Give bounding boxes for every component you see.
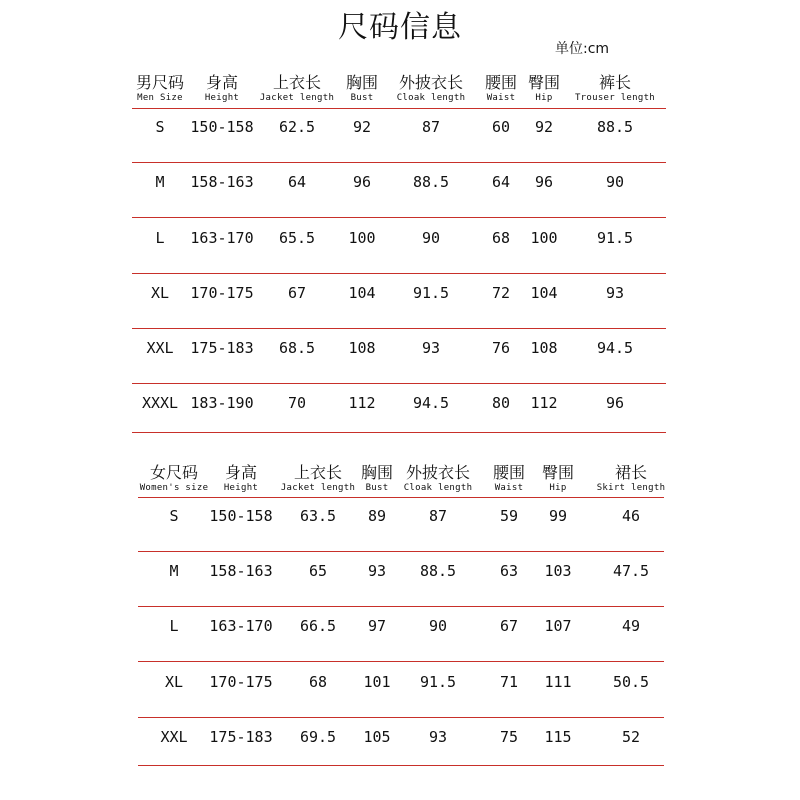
table-cell: 50.5 [612, 673, 650, 691]
row-divider [138, 606, 664, 607]
table-cell: 170-175 [209, 673, 273, 691]
table-cell: 103 [544, 562, 572, 580]
column-header: 裙长 [614, 463, 648, 482]
table-cell: 87 [421, 118, 441, 136]
column-header-en: Height [223, 483, 259, 493]
table-cell: XXXL [141, 394, 179, 412]
column-header: 外披衣长 [398, 73, 464, 92]
table-cell: 63.5 [299, 507, 337, 525]
column-header: 身高 [205, 73, 239, 92]
table-cell: 100 [530, 229, 558, 247]
table-cell: 115 [544, 728, 572, 746]
table-cell: 88.5 [419, 562, 457, 580]
column-header-en: Bust [365, 483, 389, 493]
row-divider [132, 432, 666, 433]
table-cell: XL [150, 284, 170, 302]
table-cell: 67 [499, 617, 519, 635]
table-cell: 93 [605, 284, 625, 302]
table-cell: 76 [491, 339, 511, 357]
table-cell: 90 [428, 617, 448, 635]
table-cell: 68.5 [278, 339, 316, 357]
table-cell: 47.5 [612, 562, 650, 580]
row-divider [132, 162, 666, 163]
table-cell: 92 [534, 118, 554, 136]
table-cell: L [169, 617, 179, 635]
table-cell: 67 [287, 284, 307, 302]
table-cell: 108 [348, 339, 376, 357]
table-cell: 65 [308, 562, 328, 580]
table-cell: 150-158 [209, 507, 273, 525]
table-cell: 72 [491, 284, 511, 302]
table-cell: 175-183 [190, 339, 254, 357]
table-cell: XXL [146, 339, 174, 357]
table-cell: 68 [308, 673, 328, 691]
table-cell: 97 [367, 617, 387, 635]
column-header-en: Bust [350, 93, 374, 103]
table-cell: 96 [352, 173, 372, 191]
table-cell: 62.5 [278, 118, 316, 136]
table-cell: 88.5 [596, 118, 634, 136]
table-cell: 107 [544, 617, 572, 635]
table-cell: 175-183 [209, 728, 273, 746]
table-cell: 100 [348, 229, 376, 247]
table-cell: 80 [491, 394, 511, 412]
column-header: 上衣长 [293, 463, 343, 482]
table-cell: 68 [491, 229, 511, 247]
row-divider [138, 497, 664, 498]
table-cell: 150-158 [190, 118, 254, 136]
table-cell: 71 [499, 673, 519, 691]
table-cell: 69.5 [299, 728, 337, 746]
column-header-en: Trouser length [574, 93, 656, 103]
table-cell: 87 [428, 507, 448, 525]
table-cell: 90 [421, 229, 441, 247]
table-cell: L [155, 229, 165, 247]
table-cell: 93 [421, 339, 441, 357]
table-cell: 111 [544, 673, 572, 691]
table-cell: 64 [491, 173, 511, 191]
column-header-en: Hip [549, 483, 567, 493]
column-header-en: Skirt length [596, 483, 666, 493]
row-divider [132, 383, 666, 384]
table-cell: 96 [605, 394, 625, 412]
column-header-en: Waist [494, 483, 524, 493]
table-cell: 91.5 [412, 284, 450, 302]
table-cell: 101 [363, 673, 391, 691]
table-cell: 112 [348, 394, 376, 412]
table-cell: 89 [367, 507, 387, 525]
table-cell: XL [164, 673, 184, 691]
table-cell: 66.5 [299, 617, 337, 635]
table-cell: M [169, 562, 179, 580]
column-header: 身高 [224, 463, 258, 482]
table-cell: 99 [548, 507, 568, 525]
page-title: 尺码信息 [338, 10, 462, 45]
table-cell: XXL [160, 728, 188, 746]
column-header: 裤长 [598, 73, 632, 92]
column-header-en: Jacket length [259, 93, 335, 103]
row-divider [138, 551, 664, 552]
table-cell: 158-163 [209, 562, 273, 580]
column-header: 外披衣长 [405, 463, 471, 482]
row-divider [132, 328, 666, 329]
table-cell: S [155, 118, 165, 136]
table-cell: 60 [491, 118, 511, 136]
table-cell: 94.5 [412, 394, 450, 412]
table-cell: 158-163 [190, 173, 254, 191]
column-header: 男尺码 [135, 73, 185, 92]
row-divider [132, 217, 666, 218]
table-cell: 52 [621, 728, 641, 746]
table-cell: 70 [287, 394, 307, 412]
table-cell: 93 [367, 562, 387, 580]
table-cell: 91.5 [419, 673, 457, 691]
table-cell: 90 [605, 173, 625, 191]
table-cell: 64 [287, 173, 307, 191]
table-cell: 170-175 [190, 284, 254, 302]
table-cell: 65.5 [278, 229, 316, 247]
column-header: 臀围 [527, 73, 561, 92]
row-divider [132, 108, 666, 109]
column-header-en: Cloak length [396, 93, 466, 103]
column-header-en: Jacket length [280, 483, 356, 493]
table-cell: 91.5 [596, 229, 634, 247]
row-divider [138, 765, 664, 766]
table-cell: S [169, 507, 179, 525]
table-cell: M [155, 173, 165, 191]
table-cell: 63 [499, 562, 519, 580]
row-divider [138, 717, 664, 718]
column-header-en: Waist [486, 93, 516, 103]
column-header: 腰围 [492, 463, 526, 482]
table-cell: 75 [499, 728, 519, 746]
table-cell: 108 [530, 339, 558, 357]
row-divider [132, 273, 666, 274]
column-header: 臀围 [541, 463, 575, 482]
column-header-en: Women's size [139, 483, 209, 493]
column-header: 女尺码 [149, 463, 199, 482]
table-cell: 105 [363, 728, 391, 746]
table-cell: 104 [348, 284, 376, 302]
column-header-en: Height [204, 93, 240, 103]
table-cell: 96 [534, 173, 554, 191]
table-cell: 59 [499, 507, 519, 525]
column-header: 腰围 [484, 73, 518, 92]
column-header-en: Cloak length [403, 483, 473, 493]
table-cell: 93 [428, 728, 448, 746]
column-header: 胸围 [360, 463, 394, 482]
table-cell: 46 [621, 507, 641, 525]
table-cell: 112 [530, 394, 558, 412]
table-cell: 49 [621, 617, 641, 635]
table-cell: 94.5 [596, 339, 634, 357]
table-cell: 88.5 [412, 173, 450, 191]
column-header-en: Hip [535, 93, 553, 103]
column-header-en: Men Size [137, 93, 183, 103]
column-header: 胸围 [345, 73, 379, 92]
table-cell: 92 [352, 118, 372, 136]
table-cell: 183-190 [190, 394, 254, 412]
table-cell: 163-170 [190, 229, 254, 247]
table-cell: 104 [530, 284, 558, 302]
unit-label: 单位:cm [555, 41, 610, 57]
column-header: 上衣长 [272, 73, 322, 92]
table-cell: 163-170 [209, 617, 273, 635]
row-divider [138, 661, 664, 662]
